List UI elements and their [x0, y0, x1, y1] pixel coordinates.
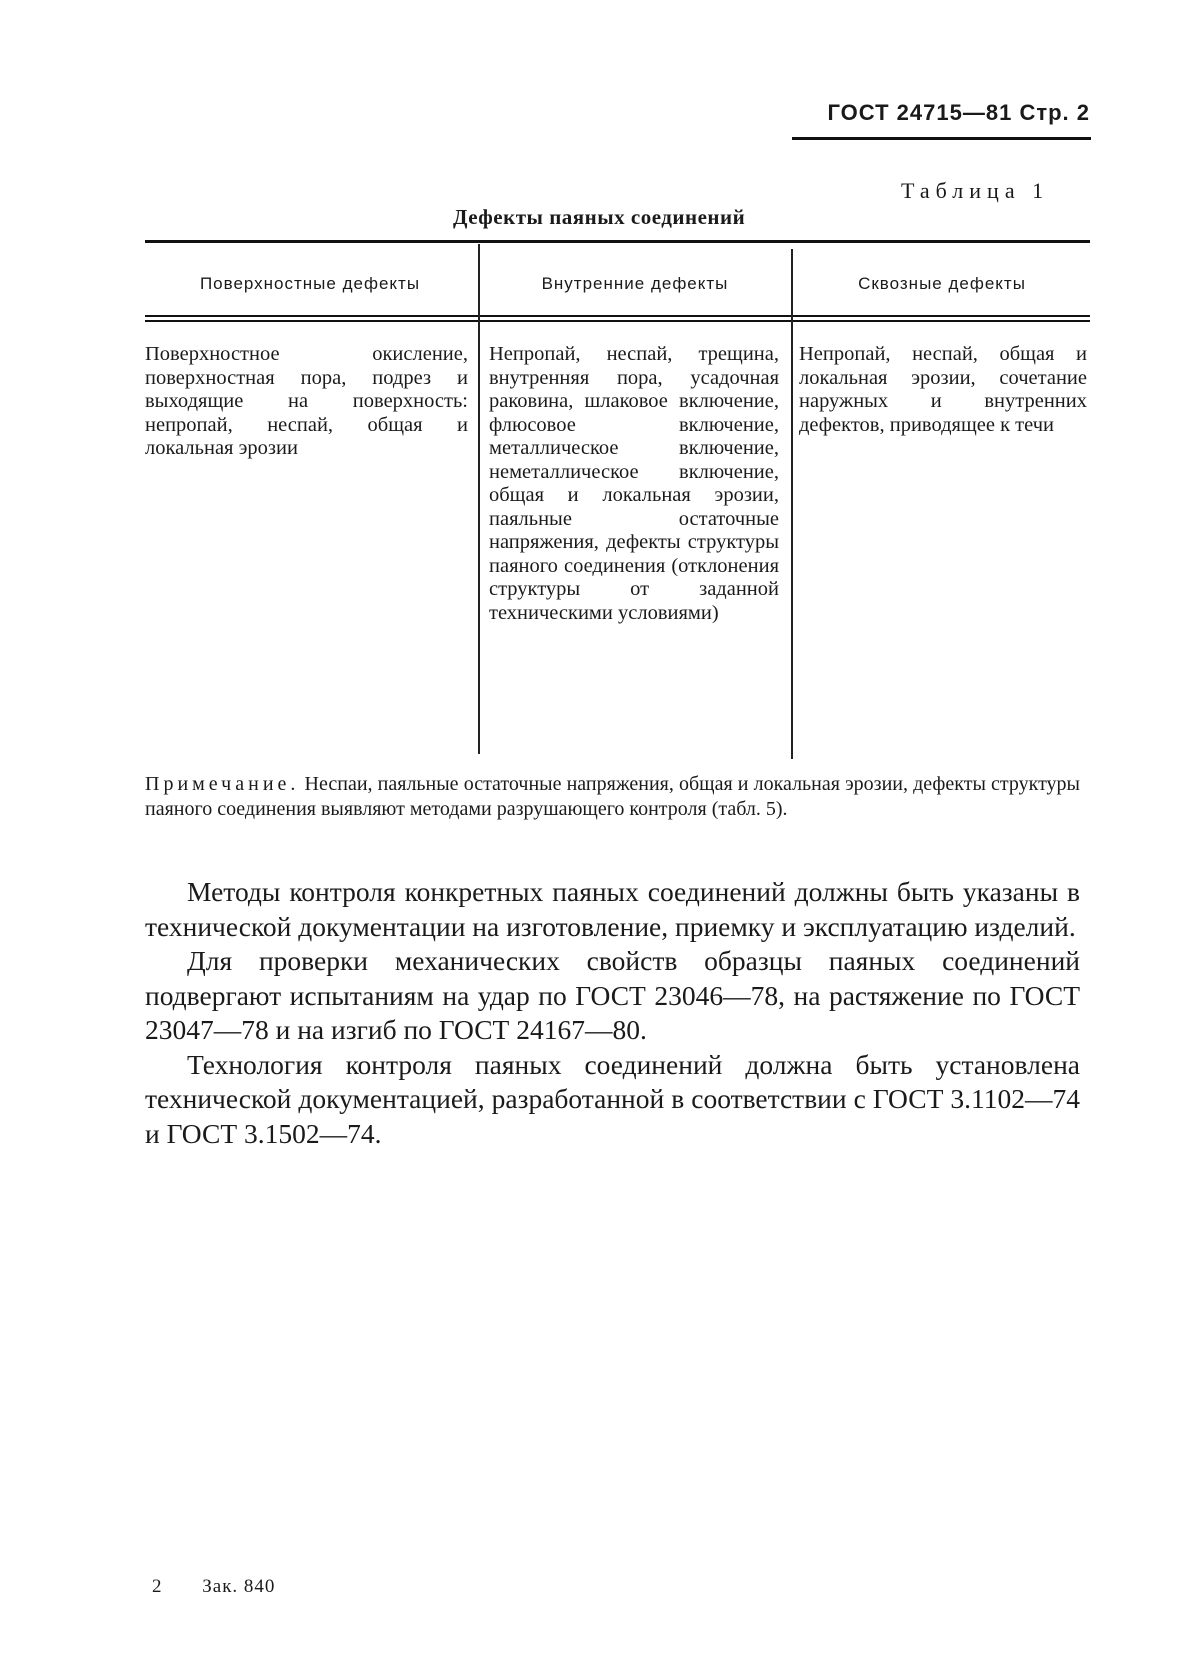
page-label: Стр. 2 — [1019, 100, 1090, 125]
paragraph: Технология контроля паяных соединений должна быть установлена технической документацией, разработанной в соответствии с ГОСТ 3.1102—74 и ГОСТ 3.1502—74. — [145, 1048, 1080, 1149]
column-header-through: Сквозные дефекты — [858, 274, 1026, 293]
note-text: Неспаи, паяльные остаточные напряжения, общая и локальная эрозии, дефекты структуры паяного соединения выявляют методами разрушающего контроля (табл. 5). — [145, 773, 1080, 820]
header-rule — [792, 137, 1091, 140]
page-number: 2 — [152, 1576, 163, 1597]
standard-number: ГОСТ 24715—81 — [827, 100, 1013, 125]
table-top-rule — [145, 240, 1090, 243]
cell-internal-defects: Непропай, неспай, трещина, внутренняя пора, усадочная раковина, шлаковое включение, флюсовое включение, металлическое включение, неметаллическое включение, общая и локальная эрозии, паяльные остаточные напряжения, дефекты структуры паяного соединения (отклонения структуры от заданной техническими условиями) — [489, 343, 779, 624]
column-divider — [791, 249, 793, 759]
column-header-surface: Поверхностные дефекты — [199, 274, 421, 293]
column-header-internal: Внутренние дефекты — [541, 274, 729, 293]
page-header — [827, 100, 1090, 126]
page-footer — [152, 1576, 309, 1598]
table-title: Дефекты паяных соединений — [453, 205, 746, 229]
header-bottom-rule — [145, 315, 1090, 317]
body-text — [145, 875, 1080, 1151]
table-label: Таблица 1 — [901, 178, 1050, 203]
paragraph: Методы контроля конкретных паяных соединений должны быть указаны в технической документации на изготовление, приемку и эксплуатацию изделий. — [145, 876, 1080, 942]
cell-surface-defects: Поверхностное окисление, поверхностная пора, подрез и выходящие на поверхность: непропай, неспай, общая и локальная эрозии — [145, 343, 468, 459]
paragraph: Для проверки механических свойств образцы паяных соединений подвергают испытаниям на удар по ГОСТ 23046—78, на растяжение по ГОСТ 23047—78 и на изгиб по ГОСТ 24167—80. — [145, 945, 1080, 1045]
note-lead: Примечание. — [145, 773, 300, 795]
order-number: Зак. 840 — [202, 1576, 276, 1597]
cell-through-defects: Непропай, неспай, общая и локальная эрозии, сочетание наружных и внутренних дефектов, приводящее к течи — [799, 343, 1087, 436]
table-note — [145, 772, 1080, 822]
column-divider — [478, 244, 480, 754]
header-bottom-rule-double — [145, 320, 1090, 322]
